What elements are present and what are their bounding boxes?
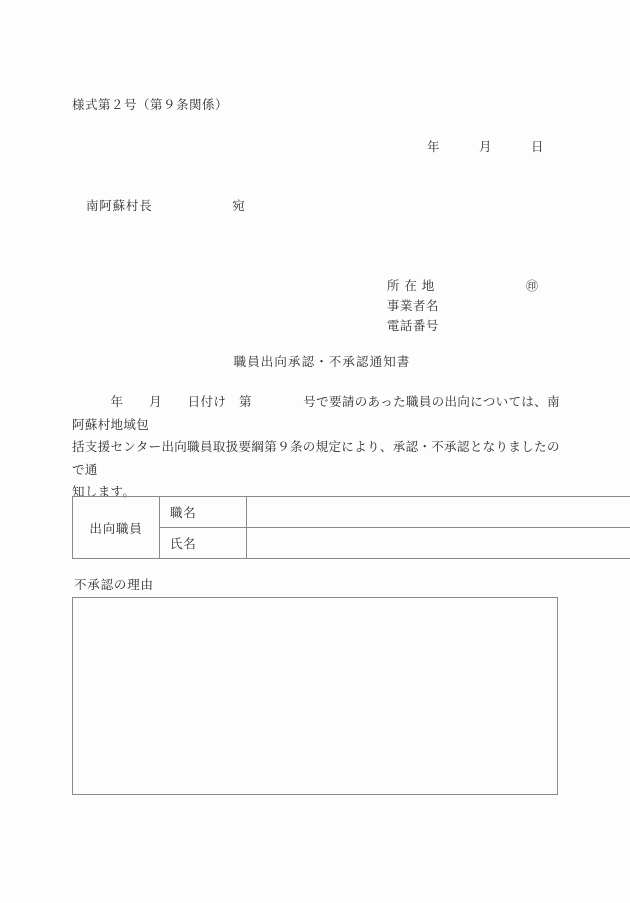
staff-name-value[interactable] (247, 528, 630, 559)
date-line: 年 月 日 (426, 139, 544, 154)
page-title: 職員出向承認・不承認通知書 (233, 354, 411, 369)
sender-phone-row (360, 296, 439, 333)
rejection-reason-field[interactable] (72, 597, 558, 795)
staff-group-label: 出向職員 (73, 497, 160, 559)
sender-business-row (360, 276, 539, 313)
body-line-2: 括支援センター出向職員取扱要綱第９条の規定により、承認・不承認となりましたので通 (72, 439, 560, 477)
sender-phone-label: 電話番号 (386, 318, 439, 333)
staff-position-value[interactable] (247, 497, 630, 528)
rejection-reason-label: 不承認の理由 (74, 577, 154, 592)
sender-block (360, 256, 539, 333)
seconded-staff-table (72, 496, 630, 559)
body-line-1: 年 月 日付け 第 号で要請のあった職員の出向については、南阿蘇村地域包 (72, 394, 560, 432)
staff-name-label: 氏名 (160, 528, 247, 559)
table-row (73, 497, 630, 528)
sender-location-row (360, 256, 439, 293)
sender-location-label: 所 在 地 (386, 278, 435, 293)
body-paragraph (72, 391, 572, 504)
body-line-3: 知します。 (72, 484, 136, 499)
form-number: 様式第２号（第９条関係） (72, 97, 229, 112)
addressee-line: 南阿蘇村長 宛 (86, 198, 246, 213)
staff-position-label: 職名 (160, 497, 247, 528)
seal-stamp-icon: ㊞ (526, 279, 539, 293)
sender-business-name-label: 事業者名 (386, 298, 439, 313)
